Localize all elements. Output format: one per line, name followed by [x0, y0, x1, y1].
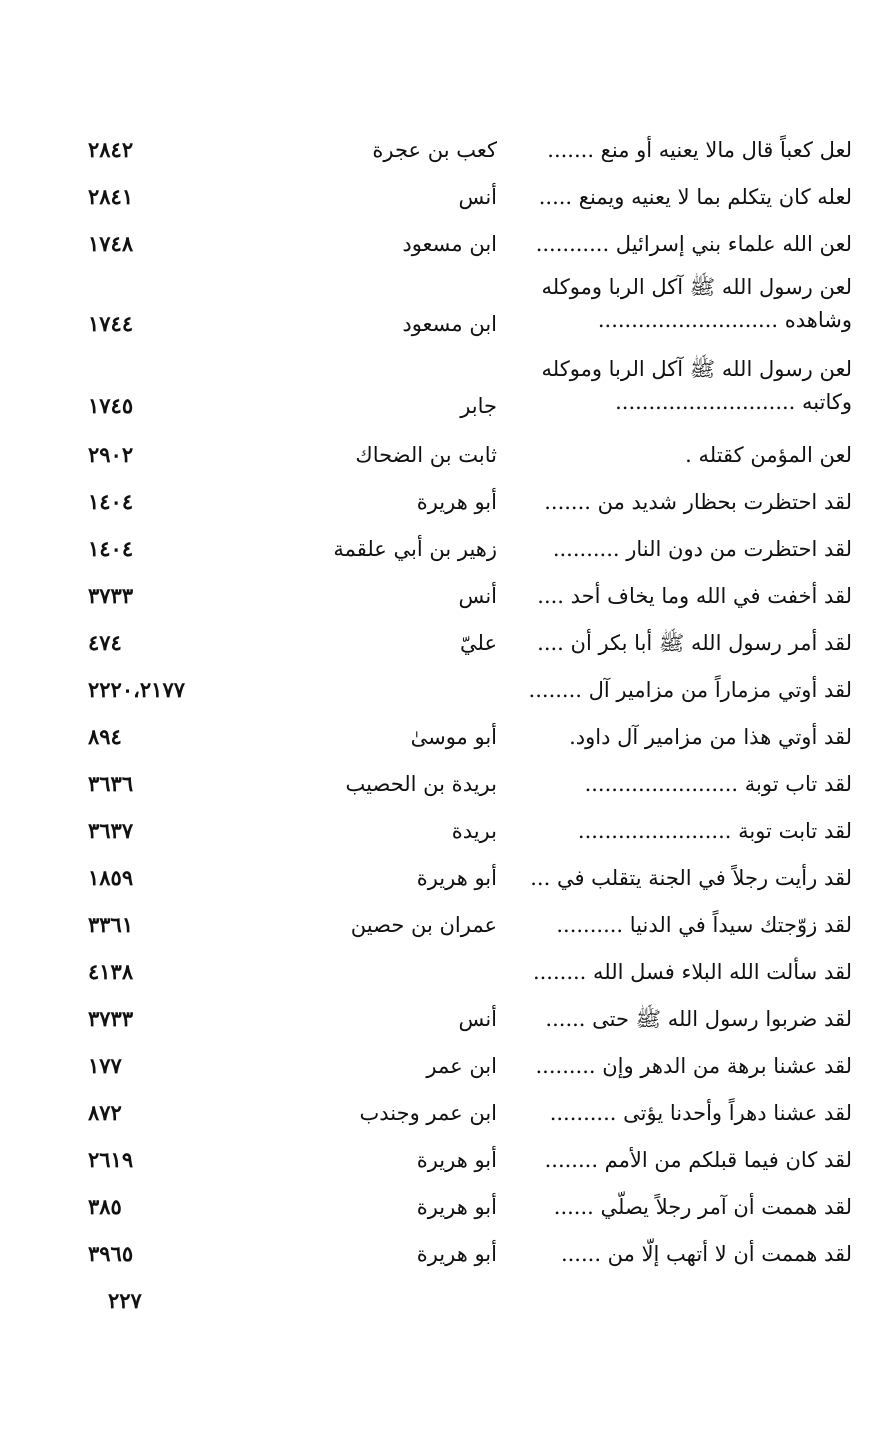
hadith-number: ٢٨٤٢ [88, 137, 134, 162]
hadith-number: ٣٨٥ [88, 1194, 122, 1219]
narrator-name: جابر [460, 394, 497, 418]
narrator-name: ابن مسعود [402, 312, 497, 336]
narrator-name: أبو هريرة [416, 1195, 497, 1219]
index-entry [80, 952, 852, 999]
hadith-number: ٣٦٣٦ [88, 771, 134, 796]
index-entry [80, 130, 852, 177]
hadith-opening-phrase: لقد هممت أن لا أتهب إلّا من ...... [560, 1242, 852, 1266]
index-entry [80, 999, 852, 1046]
hadith-number: ١٧٤٤ [88, 311, 134, 336]
hadith-opening-phrase: لقد كان فيما قبلكم من الأمم ........ [544, 1148, 852, 1172]
hadith-number: ٢٦١٩ [88, 1147, 134, 1172]
hadith-opening-phrase: لعن رسول الله ﷺ آكل الربا وموكله وكاتبه ........................... [541, 357, 852, 414]
hadith-opening-phrase: لعله كان يتكلم بما لا يعنيه ويمنع ..... [538, 185, 852, 209]
hadith-opening-phrase: لقد سألت الله البلاء فسل الله ........ [532, 960, 852, 984]
hadith-number: ١٤٠٤ [88, 489, 134, 514]
hadith-number: ٤٧٤ [88, 630, 122, 655]
narrator-name: ثابت بن الضحاك [355, 443, 497, 467]
index-entry [80, 224, 852, 271]
hadith-opening-phrase: لقد عشنا برهة من الدهر وإن ......... [535, 1054, 852, 1078]
hadith-opening-phrase: لقد أخفت في الله وما يخاف أحد .... [537, 584, 852, 608]
hadith-number: ٣٦٣٧ [88, 818, 134, 843]
hadith-number: ١٧٤٥ [88, 393, 134, 418]
hadith-opening-phrase: لقد تاب توبة ....................... [584, 772, 852, 796]
index-entry [80, 858, 852, 905]
narrator-name: أبو هريرة [416, 1148, 497, 1172]
narrator-name: ابن عمر وجندب [359, 1101, 497, 1125]
hadith-opening-phrase: لعن المؤمن كقتله . [685, 443, 852, 467]
narrator-name: عليّ [460, 631, 497, 655]
hadith-opening-phrase: لقد رأيت رجلاً في الجنة يتقلب في ... [530, 866, 852, 890]
hadith-number: ١٧٤٨ [88, 231, 134, 256]
page-number: ٢٢٧ [108, 1288, 142, 1313]
hadith-opening-phrase: لقد هممت أن آمر رجلاً يصلّي ...... [553, 1195, 852, 1219]
narrator-name: ابن مسعود [402, 232, 497, 256]
hadith-opening-phrase: لقد ضربوا رسول الله ﷺ حتى ...... [545, 1007, 852, 1031]
narrator-name: أبو هريرة [416, 1242, 497, 1266]
narrator-name: أبو موسىٰ [410, 725, 497, 749]
index-entry [80, 1234, 852, 1281]
hadith-number: ٣٧٣٣ [88, 1006, 134, 1031]
hadith-opening-phrase: لقد زوّجتك سيداً في الدنيا .......... [556, 913, 852, 937]
hadith-opening-phrase: لقد أوتي مزماراً من مزامير آل ........ [528, 678, 852, 702]
index-entry [80, 1187, 852, 1234]
hadith-number: ٨٩٤ [88, 724, 122, 749]
index-entry [80, 670, 852, 717]
narrator-name: أنس [458, 185, 497, 209]
index-entry [80, 177, 852, 224]
hadith-number: ٣٣٦١ [88, 912, 134, 937]
hadith-opening-phrase: لقد عشنا دهراً وأحدنا يؤتى .......... [549, 1101, 852, 1125]
hadith-number: ٢٢٢٠،٢١٧٧ [88, 677, 186, 702]
hadith-number: ١٨٥٩ [88, 865, 134, 890]
hadith-number: ١٤٠٤ [88, 536, 134, 561]
index-entry [80, 1140, 852, 1187]
hadith-opening-phrase: لقد احتظرت من دون النار .......... [552, 537, 852, 561]
narrator-name: كعب بن عجرة [372, 138, 497, 162]
index-entry [80, 717, 852, 764]
index-entry [80, 1093, 852, 1140]
hadith-opening-phrase: لقد احتظرت بحظار شديد من ....... [544, 490, 852, 514]
index-entry [80, 271, 852, 353]
index-entry [80, 529, 852, 576]
narrator-name: أبو هريرة [416, 490, 497, 514]
hadith-number: ٢٨٤١ [88, 184, 134, 209]
narrator-name: زهير بن أبي علقمة [333, 537, 497, 561]
narrator-name: أنس [458, 584, 497, 608]
hadith-number: ٤١٣٨ [88, 959, 134, 984]
hadith-opening-phrase: لعل كعباً قال مالا يعنيه أو منع ....... [547, 138, 852, 162]
index-entry [80, 1046, 852, 1093]
hadith-opening-phrase: لعن رسول الله ﷺ آكل الربا وموكله وشاهده ........................... [541, 275, 852, 332]
hadith-number: ٨٧٢ [88, 1100, 122, 1125]
hadith-number: ١٧٧ [88, 1053, 122, 1078]
hadith-number: ٣٧٣٣ [88, 583, 134, 608]
index-entry [80, 811, 852, 858]
hadith-opening-phrase: لعن الله علماء بني إسرائيل ........... [535, 232, 852, 256]
index-entry [80, 353, 852, 435]
narrator-name: بريدة [451, 819, 497, 843]
index-entry [80, 905, 852, 952]
hadith-opening-phrase: لقد تابت توبة ....................... [577, 819, 852, 843]
narrator-name: بريدة بن الحصيب [345, 772, 497, 796]
index-entry [80, 482, 852, 529]
hadith-opening-phrase: لقد أوتي هذا من مزامير آل داود. [569, 725, 852, 749]
narrator-name: أنس [458, 1007, 497, 1031]
index-entry [80, 576, 852, 623]
narrator-name: أبو هريرة [416, 866, 497, 890]
hadith-number: ٣٩٦٥ [88, 1241, 134, 1266]
index-entry [80, 435, 852, 482]
narrator-name: ابن عمر [426, 1054, 497, 1078]
index-entry [80, 623, 852, 670]
narrator-name: عمران بن حصين [350, 913, 497, 937]
hadith-opening-phrase: لقد أمر رسول الله ﷺ أبا بكر أن .... [537, 631, 852, 655]
hadith-index-table [80, 130, 852, 1281]
hadith-number: ٢٩٠٢ [88, 442, 134, 467]
index-entry [80, 764, 852, 811]
